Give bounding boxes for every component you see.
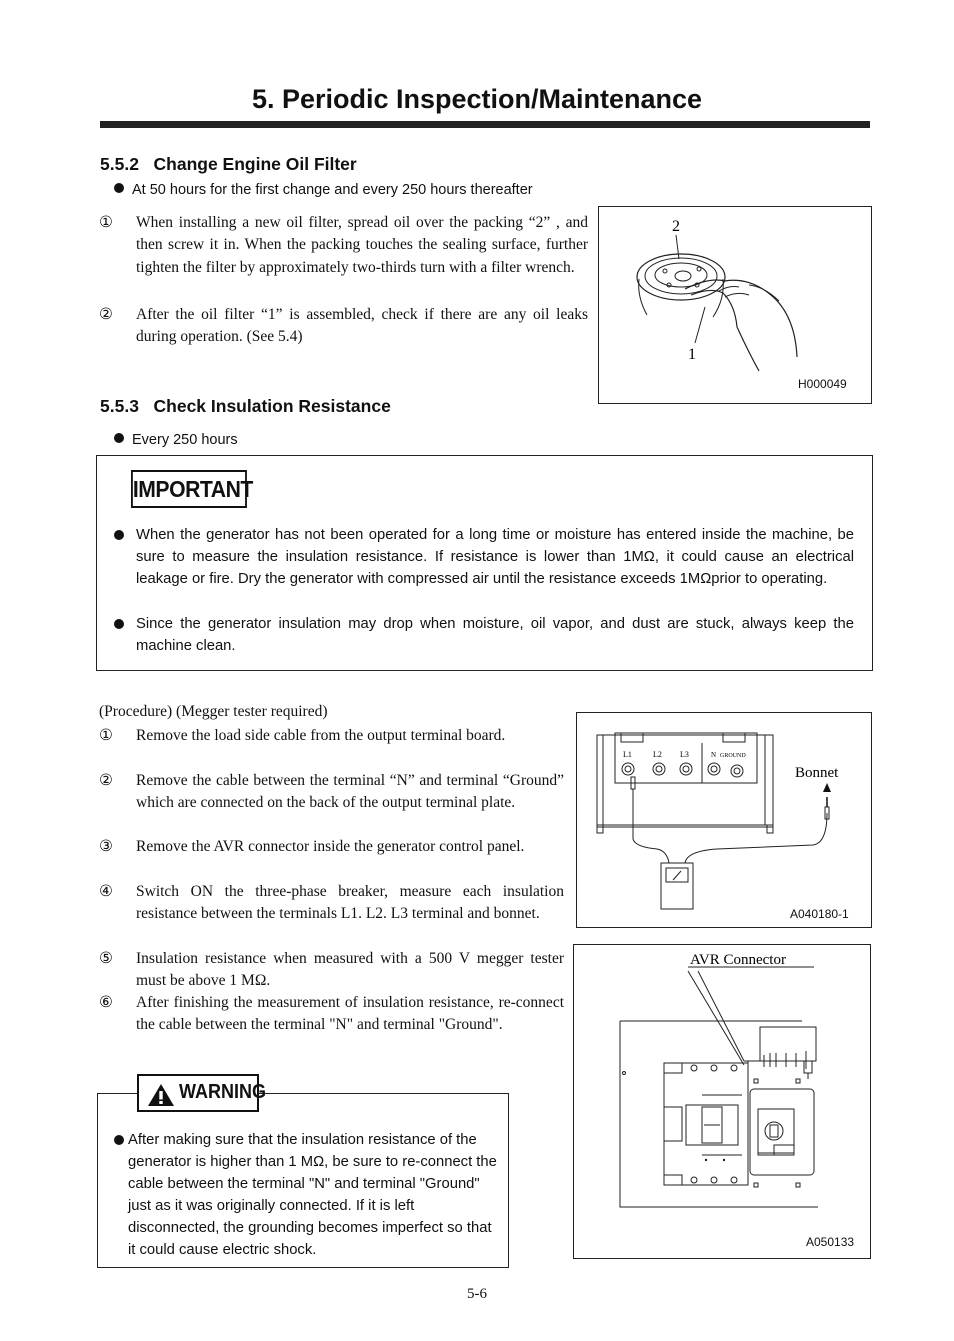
packing-label: 2: [672, 218, 680, 235]
page-title: 5. Periodic Inspection/Maintenance: [251, 84, 703, 114]
section-552-interval: At 50 hours for the first change and every 250 hours thereafter: [114, 182, 533, 198]
warning-text: After making sure that the insulation resistance of the generator is higher than 1 MΩ, be sure to re-connect the cable between the terminal "N" and terminal "Ground" just as it was originally connected. If it is left disconnected, the grounding becomes imperfect so that it could cause electric shock.: [128, 1129, 500, 1261]
terminal-n-label: N: [711, 751, 717, 759]
terminal-l2-label: L2: [653, 750, 662, 759]
title-rule: [100, 121, 870, 128]
important-badge: IMPORTANT: [131, 470, 247, 508]
oil-filter-step-2: ② After the oil filter “1” is assembled, check if there are any oil leaks during operation. (See 5.4): [99, 306, 588, 346]
oil-filter-illustration: [599, 207, 871, 403]
figure-id-a040180-1: A040180-1: [790, 907, 849, 921]
oil-filter-step-1: ① When installing a new oil filter, spread oil over the packing “2” , and then screw it in. When the packing touches the sealing surface, further tighten the filter by approximately two-thirds turn with a filter wrench.: [99, 214, 588, 276]
figure-id-h000049: H000049: [798, 377, 847, 391]
procedure-step-6: ⑥ After finishing the measurement of insulation resistance, re-connect the cable between the terminal "N" and terminal "Ground".: [99, 994, 564, 1034]
section-552-heading: 5.5.2 Change Engine Oil Filter: [100, 154, 357, 174]
section-553-interval: Every 250 hours: [114, 432, 238, 448]
terminal-l1-label: L1: [623, 750, 632, 759]
warning-badge: WARNING: [137, 1074, 259, 1112]
important-point-1: When the generator has not been operated for a long time or moisture has entered inside the machine, be sure to measure the insulation resistance. If resistance is lower than 1MΩ, it could cause an electrical leakage or fire. Dry the generator with compressed air until the resistance exceeds 1MΩprior to operating.: [136, 524, 854, 590]
bullet-icon: [114, 1135, 124, 1145]
important-point-2: Since the generator insulation may drop when moisture, oil vapor, and dust are stuck, always keep the machine clean.: [136, 613, 854, 657]
terminal-megger-illustration: [577, 713, 871, 927]
bonnet-label: Bonnet: [795, 765, 839, 781]
bullet-icon: [114, 433, 124, 443]
terminal-l3-label: L3: [680, 750, 689, 759]
procedure-step-1: ① Remove the load side cable from the output terminal board.: [99, 727, 506, 744]
terminal-figure: [576, 712, 872, 928]
bullet-icon: [114, 619, 124, 629]
avr-connector-illustration: [574, 945, 870, 1258]
procedure-step-5: ⑤ Insulation resistance when measured with a 500 V megger tester must be above 1 MΩ.: [99, 950, 564, 990]
figure-id-a050133: A050133: [806, 1235, 855, 1249]
page-number: 5-6: [467, 1286, 487, 1302]
procedure-step-2: ② Remove the cable between the terminal “N” and terminal “Ground” which are connected on the back of the output terminal plate.: [99, 772, 564, 812]
terminal-ground-label: GROUND: [720, 753, 746, 759]
avr-connector-label: AVR Connector: [690, 952, 786, 968]
procedure-step-3: ③ Remove the AVR connector inside the generator control panel.: [99, 838, 525, 855]
oil-filter-figure: [598, 206, 872, 404]
section-553-heading: 5.5.3 Check Insulation Resistance: [100, 396, 391, 416]
bullet-icon: [114, 530, 124, 540]
procedure-title: (Procedure) (Megger tester required): [99, 703, 328, 720]
oil-filter-label: 1: [688, 346, 696, 363]
avr-figure: [573, 944, 871, 1259]
bullet-icon: [114, 183, 124, 193]
procedure-step-4: ④ Switch ON the three-phase breaker, measure each insulation resistance between the terminals L1. L2. L3 terminal and bonnet.: [99, 883, 564, 923]
warning-triangle-icon: [147, 1083, 175, 1107]
